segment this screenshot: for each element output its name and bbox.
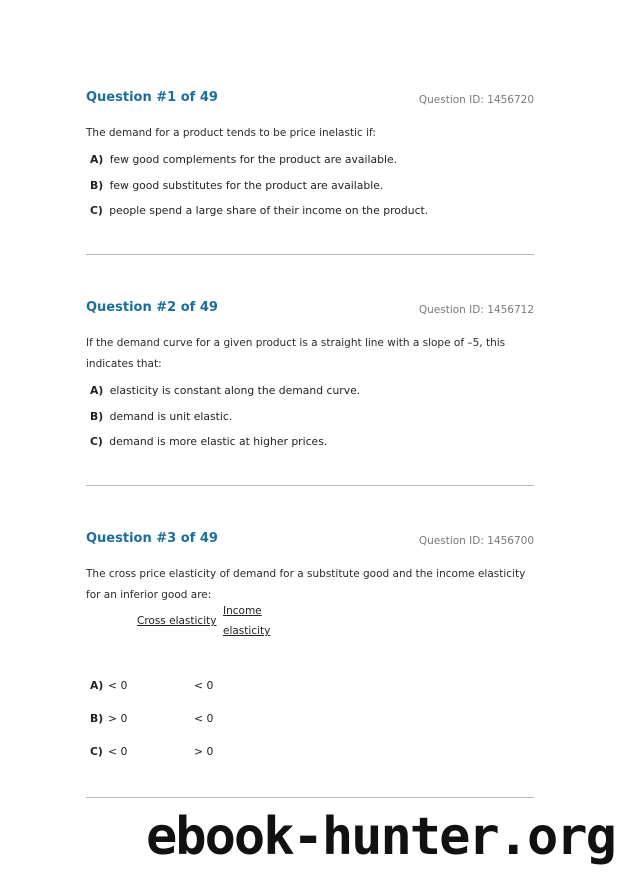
watermark: ebook-hunter.org: [146, 807, 615, 867]
answer-letter: B): [90, 178, 104, 192]
answer-option-c[interactable]: [90, 434, 534, 450]
question-title: Question #3 of 49: [86, 531, 218, 546]
answer-option-a[interactable]: [90, 152, 534, 168]
question-text: The demand for a product tends to be price inelastic if:: [86, 127, 376, 139]
answer-letter: B): [90, 712, 104, 725]
answer-letter: A): [90, 679, 104, 692]
question-title: Question #2 of 49: [86, 300, 218, 315]
answer-text: people spend a large share of their income on the product.: [109, 204, 429, 217]
answer-text: demand is more elastic at higher prices.: [109, 435, 328, 448]
cross-elasticity-value: < 0: [108, 679, 128, 692]
question-header: [86, 300, 534, 320]
divider: [86, 254, 534, 255]
question-id: Question ID: 1456720: [418, 94, 534, 106]
column-header-income-elasticity: [223, 601, 270, 641]
question-id: Question ID: 1456712: [418, 304, 534, 316]
answer-letter: C): [90, 435, 103, 448]
question-text: If the demand curve for a given product is a straight line with a slope of –5, this indicates that:: [86, 337, 506, 370]
answer-letter: A): [90, 384, 104, 397]
answer-letter: B): [90, 409, 104, 423]
question-text: The cross price elasticity of demand for a substitute good and the income elasticity for an inferior good are:: [86, 568, 526, 601]
column-header-cross-elasticity: Cross elasticity: [137, 615, 217, 627]
answer-option-a[interactable]: [90, 383, 534, 399]
question-title: Question #1 of 49: [86, 90, 218, 105]
answer-text: elasticity is constant along the demand curve.: [109, 384, 361, 397]
answer-list: [86, 383, 534, 450]
question-2: [86, 300, 534, 460]
income-elasticity-value: < 0: [194, 712, 214, 725]
answer-option-b[interactable]: [90, 178, 534, 194]
answer-list: [86, 152, 534, 219]
question-header: [86, 90, 534, 110]
answer-letter: C): [90, 204, 103, 217]
answer-letter: A): [90, 153, 104, 166]
question-1: [86, 90, 534, 229]
income-elasticity-value: > 0: [194, 745, 214, 758]
answer-text: few good complements for the product are available.: [109, 153, 398, 166]
question-id: Question ID: 1456700: [418, 535, 534, 547]
divider: [86, 485, 534, 486]
answer-letter: C): [90, 745, 103, 758]
cross-elasticity-value: < 0: [108, 745, 128, 758]
answer-text: few good substitutes for the product are available.: [109, 178, 384, 192]
answer-text: demand is unit elastic.: [109, 409, 233, 423]
question-header: [86, 531, 534, 551]
answer-option-c[interactable]: [90, 203, 534, 219]
question-3: [86, 531, 534, 771]
answer-option-b[interactable]: [90, 409, 534, 425]
column-header-line: Income: [223, 605, 262, 617]
column-header-line: elasticity: [223, 625, 271, 637]
cross-elasticity-value: > 0: [108, 712, 128, 725]
income-elasticity-value: < 0: [194, 679, 214, 692]
divider: [86, 797, 534, 798]
